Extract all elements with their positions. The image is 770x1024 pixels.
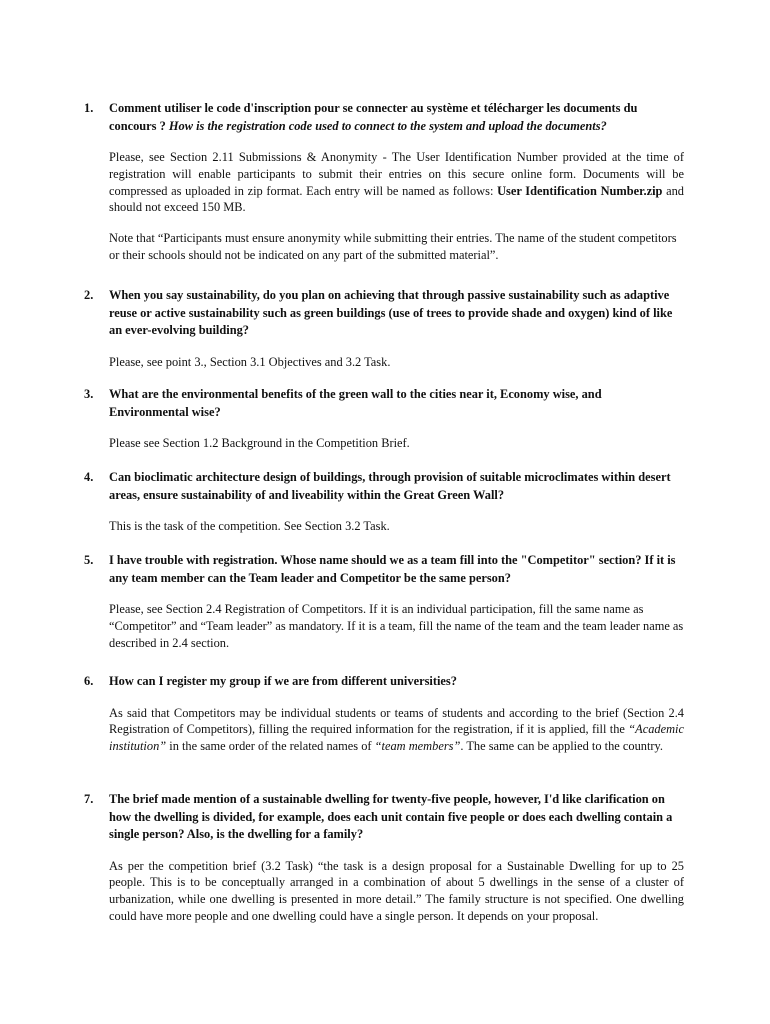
answer-text: As per the competition brief (3.2 Task) “the task is a design proposal for a Sustainable Dwelling for up to 25 people. This is to be conceptually arranged in a combination of about 5 dwellings in the sense of a cluster of urbanization, while one dwelling is presented in more detail.” The family structure is not specified. One dwelling could have more people and one dwelling could have a single person. It depends on your proposal. — [109, 858, 684, 923]
faq-item-4 — [84, 469, 684, 535]
question-text: What are the environmental benefits of the green wall to the cities near it, Economy wise, and Environmental wise? — [109, 387, 602, 419]
answer-part: in the same order of the related names of — [166, 739, 375, 754]
item-number: 1. — [84, 101, 94, 115]
faq-item-3 — [84, 386, 684, 452]
answer-text: Please see Section 1.2 Background in the Competition Brief. — [109, 436, 410, 450]
answer-text: Please, see Section 2.4 Registration of Competitors. If it is an individual participation, fill the same name as “Competitor” and “Team leader” as mandatory. If it is a team, fill the name of the team and the team leader name as described in 2.4 section. — [109, 602, 684, 650]
answer-emphasis: “team members” — [374, 739, 461, 754]
question-fr: Comment utiliser le code d'inscription pour se connecter au système et télécharger les documents du concours ? — [109, 101, 638, 133]
question-text: When you say sustainability, do you plan on achieving that through passive sustainability such as adaptive reuse or active sustainability such as green buildings (use of trees to provide shade and oxygen) kind of like an ever-evolving building? — [109, 288, 673, 337]
faq-item-2 — [84, 287, 684, 370]
answer-text: This is the task of the competition. See Section 3.2 Task. — [109, 519, 390, 533]
answer-filename: User Identification Number.zip — [497, 183, 663, 198]
item-number: 2. — [84, 288, 94, 302]
question-en: How is the registration code used to connect to the system and upload the documents? — [168, 118, 607, 133]
faq-item-7 — [84, 791, 684, 925]
answer-part: As said that Competitors may be individual students or teams of students and according to the brief (Section 2.4 Registration of Competitors), filling the required information for the registration, if it is applied, fill the — [109, 705, 684, 737]
question-text: The brief made mention of a sustainable dwelling for twenty-five people, however, I'd like clarification on how the dwelling is divided, for example, does each unit contain five people or does each dwelling contain a single person? Also, is the dwelling for a family? — [109, 792, 673, 841]
question-text: Can bioclimatic architecture design of buildings, through provision of suitable microclimates within desert areas, ensure sustainability of and liveability within the Great Green Wall? — [109, 470, 671, 502]
item-number: 3. — [84, 387, 94, 401]
item-number: 7. — [84, 792, 94, 806]
answer-text — [109, 705, 684, 755]
answer-text — [109, 149, 684, 216]
answer-part: . The same can be applied to the country. — [460, 739, 664, 754]
item-number: 4. — [84, 470, 94, 484]
question-text — [109, 100, 684, 135]
question-text: How can I register my group if we are from different universities? — [109, 674, 457, 688]
answer-part: and should not exceed 150 MB. — [109, 183, 684, 215]
question-text: I have trouble with registration. Whose name should we as a team fill into the "Competitor" section? If it is any team member can the Team leader and Competitor be the same person? — [109, 553, 676, 585]
answer-text: Please, see point 3., Section 3.1 Objectives and 3.2 Task. — [109, 354, 391, 369]
answer-part: Please, see Section 2.11 Submissions & Anonymity - The User Identification Number provided at the time of registration will enable participants to submit their entries on this secure online form. Documents will be compressed as uploaded in zip format. Each entry will be named as follows: — [109, 150, 684, 198]
answer-emphasis: “Academic institution” — [109, 722, 684, 754]
faq-item-5 — [84, 552, 684, 651]
item-number: 5. — [84, 553, 94, 567]
faq-item-1 — [84, 100, 684, 264]
item-number: 6. — [84, 674, 94, 688]
answer-note: Note that “Participants must ensure anonymity while submitting their entries. The name of the student competitors or their schools should not be indicated on any part of the submitted material”. — [109, 231, 677, 262]
faq-item-6 — [84, 673, 684, 755]
